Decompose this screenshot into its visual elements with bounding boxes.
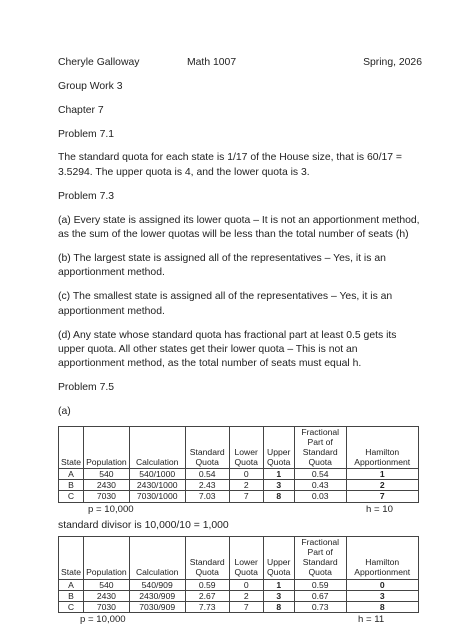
population-total: p = 10,000 bbox=[88, 503, 134, 515]
table-cell: 8 bbox=[263, 601, 294, 612]
house-size: h = 10 bbox=[366, 503, 393, 515]
document-header bbox=[58, 56, 422, 70]
table-cell: 0.54 bbox=[294, 469, 346, 480]
header-cell: Population bbox=[84, 426, 130, 469]
header-cell: Fractional Part of Standard Quota bbox=[294, 426, 346, 469]
header-cell: Fractional Part of Standard Quota bbox=[294, 536, 346, 579]
table-cell: A bbox=[59, 469, 84, 480]
table-cell: 3 bbox=[263, 590, 294, 601]
header-cell: Calculation bbox=[129, 536, 185, 579]
table-cell: A bbox=[59, 579, 84, 590]
table-cell: 7030 bbox=[84, 491, 130, 502]
apportionment-table-2 bbox=[58, 536, 419, 613]
problem-7-5-part-a: (a) bbox=[58, 406, 71, 418]
table-cell: 0 bbox=[229, 579, 263, 590]
table-cell: 2 bbox=[229, 480, 263, 491]
header-cell: State bbox=[59, 536, 84, 579]
house-size: h = 11 bbox=[358, 613, 385, 625]
table-cell: 540/1000 bbox=[129, 469, 185, 480]
course-name: Math 1007 bbox=[187, 57, 237, 68]
table-header-row bbox=[59, 536, 419, 579]
problem-7-1-title: Problem 7.1 bbox=[58, 128, 115, 140]
header-cell: Lower Quota bbox=[229, 536, 263, 579]
table-cell: 2430 bbox=[84, 590, 130, 601]
header-cell: Upper Quota bbox=[263, 536, 294, 579]
problem-7-3-d: (d) Any state whose standard quota has fractional part at least 0.5 gets its upper quota. All other states get their lower quota – This is not an apportionment method, as the total number of seats must equal h. bbox=[58, 329, 397, 370]
table-cell: 0.59 bbox=[185, 579, 229, 590]
table-cell: 7030/909 bbox=[129, 601, 185, 612]
header-cell: Population bbox=[84, 536, 130, 579]
table-header-row bbox=[59, 426, 419, 469]
table-cell: 1 bbox=[263, 579, 294, 590]
table-cell: 2.43 bbox=[185, 480, 229, 491]
header-cell: Hamilton Apportionment bbox=[346, 426, 418, 469]
header-cell: State bbox=[59, 426, 84, 469]
table-cell: 0 bbox=[229, 469, 263, 480]
standard-divisor-line: standard divisor is 10,000/10 = 1,000 bbox=[58, 519, 229, 531]
table-cell: 2430/909 bbox=[129, 590, 185, 601]
header-cell: Calculation bbox=[129, 426, 185, 469]
table-cell: 0.73 bbox=[294, 601, 346, 612]
table-cell: 7 bbox=[229, 601, 263, 612]
header-cell: Hamilton Apportionment bbox=[346, 536, 418, 579]
problem-7-3-a: (a) Every state is assigned its lower quota – It is not an apportionment method, as the sum of the lower quotas will be less than the total number of seats (h) bbox=[58, 214, 420, 241]
header-cell: Upper Quota bbox=[263, 426, 294, 469]
table-row bbox=[59, 469, 419, 480]
table-cell: 2430 bbox=[84, 480, 130, 491]
table-cell: C bbox=[59, 601, 84, 612]
table-row bbox=[59, 579, 419, 590]
chapter-label: Chapter 7 bbox=[58, 104, 104, 116]
table-cell: 2 bbox=[229, 590, 263, 601]
table-row bbox=[59, 601, 419, 612]
table-cell: 8 bbox=[346, 601, 418, 612]
table-cell: 3 bbox=[346, 590, 418, 601]
group-work-label: Group Work 3 bbox=[58, 80, 123, 92]
problem-7-3-title: Problem 7.3 bbox=[58, 190, 115, 202]
term: Spring, 2026 bbox=[363, 57, 422, 68]
table-cell: 540/909 bbox=[129, 579, 185, 590]
apportionment-table-1 bbox=[58, 426, 419, 503]
table-row bbox=[59, 480, 419, 491]
header-cell: Standard Quota bbox=[185, 426, 229, 469]
table-cell: 2 bbox=[346, 480, 418, 491]
table-1-footer bbox=[58, 503, 422, 515]
table-cell: 540 bbox=[84, 579, 130, 590]
table-cell: 0.43 bbox=[294, 480, 346, 491]
population-total: p = 10,000 bbox=[80, 613, 126, 625]
student-name: Cheryle Galloway bbox=[58, 57, 140, 68]
table-row bbox=[59, 491, 419, 502]
table-cell: 8 bbox=[263, 491, 294, 502]
table-cell: 7.03 bbox=[185, 491, 229, 502]
table-cell: C bbox=[59, 491, 84, 502]
table-cell: 2430/1000 bbox=[129, 480, 185, 491]
table-cell: 1 bbox=[346, 469, 418, 480]
table-cell: 7030 bbox=[84, 601, 130, 612]
table-cell: 1 bbox=[263, 469, 294, 480]
table-cell: 3 bbox=[263, 480, 294, 491]
table-cell: B bbox=[59, 590, 84, 601]
problem-7-1-text: The standard quota for each state is 1/17 of the House size, that is 60/17 = 3.5294. The upper quota is 4, and the lower quota is 3. bbox=[58, 152, 402, 178]
table-cell: 7.73 bbox=[185, 601, 229, 612]
problem-7-5-title: Problem 7.5 bbox=[58, 382, 115, 394]
table-2-footer bbox=[58, 613, 422, 625]
table-cell: B bbox=[59, 480, 84, 491]
table-cell: 0.54 bbox=[185, 469, 229, 480]
header-cell: Standard Quota bbox=[185, 536, 229, 579]
table-cell: 540 bbox=[84, 469, 130, 480]
table-cell: 0.67 bbox=[294, 590, 346, 601]
header-cell: Lower Quota bbox=[229, 426, 263, 469]
problem-7-3-b: (b) The largest state is assigned all of the representatives – Yes, it is an apportionment method. bbox=[58, 253, 386, 279]
table-cell: 0.03 bbox=[294, 491, 346, 502]
table-cell: 7 bbox=[346, 491, 418, 502]
table-cell: 7 bbox=[229, 491, 263, 502]
table-cell: 0 bbox=[346, 579, 418, 590]
table-row bbox=[59, 590, 419, 601]
table-cell: 0.59 bbox=[294, 579, 346, 590]
table-cell: 7030/1000 bbox=[129, 491, 185, 502]
problem-7-3-c: (c) The smallest state is assigned all of the representatives – Yes, it is an apportionment method. bbox=[58, 291, 393, 317]
table-cell: 2.67 bbox=[185, 590, 229, 601]
